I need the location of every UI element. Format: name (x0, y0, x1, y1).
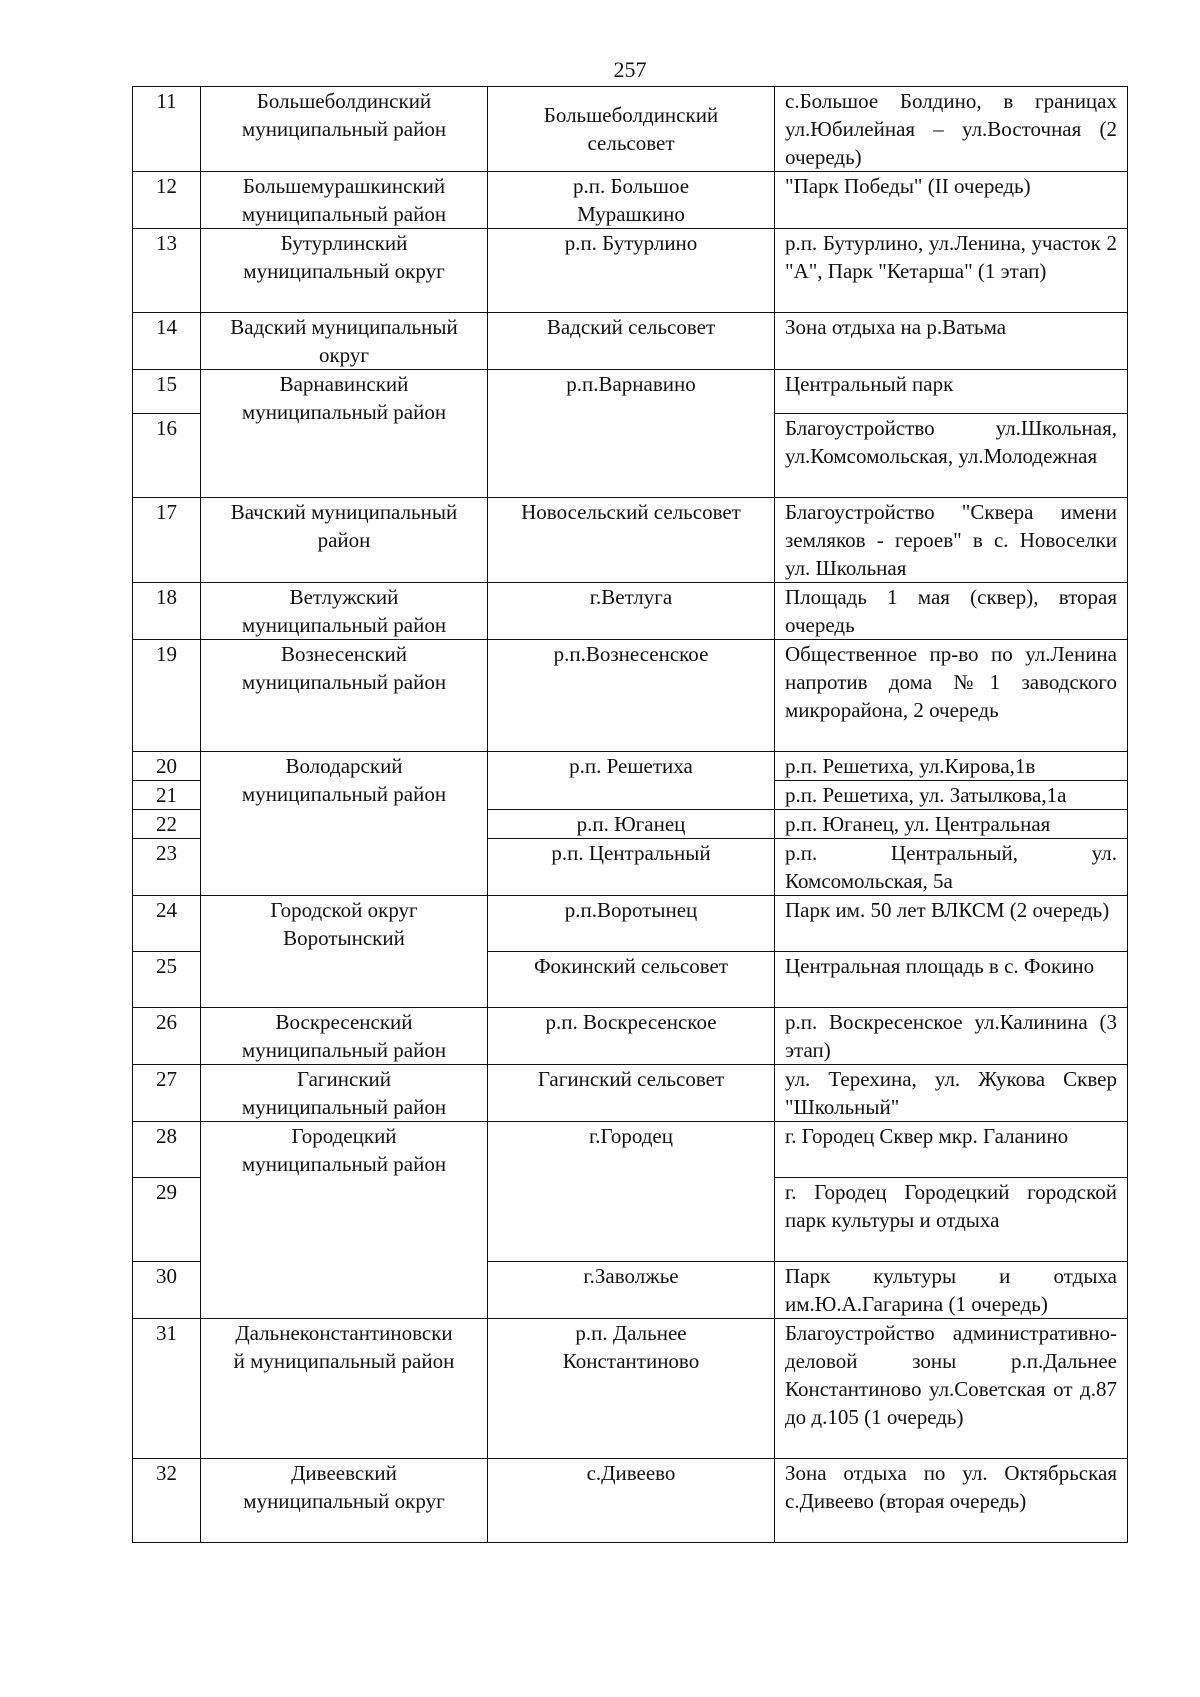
object-cell: Парк им. 50 лет ВЛКСМ (2 очередь) (775, 896, 1128, 952)
district-cell: Большемурашкинский муниципальный район (201, 172, 488, 229)
settlement-cell: Фокинский сельсовет (488, 952, 775, 1008)
district-cell: Вачский муниципальный район (201, 498, 488, 583)
row-number: 20 (133, 752, 201, 781)
row-number: 14 (133, 313, 201, 370)
table-row (133, 1008, 1128, 1065)
object-cell: "Парк Победы" (II очередь) (775, 172, 1128, 229)
district-cell: Бутурлинский муниципальный округ (201, 229, 488, 313)
settlement-cell: с.Дивеево (488, 1459, 775, 1543)
object-cell: ул. Терехина, ул. Жукова Сквер "Школьный" (775, 1065, 1128, 1122)
row-number: 29 (133, 1178, 201, 1262)
row-number: 21 (133, 781, 201, 810)
settlement-cell: Новосельский сельсовет (488, 498, 775, 583)
object-cell: Парк культуры и отдыха им.Ю.А.Гагарина (1 очередь) (775, 1262, 1128, 1319)
object-cell: р.п. Воскресенское ул.Калинина (3 этап) (775, 1008, 1128, 1065)
row-number: 26 (133, 1008, 201, 1065)
object-cell: Зона отдыха по ул. Октябрьская с.Дивеево (вторая очередь) (775, 1459, 1128, 1543)
settlement-cell: г.Ветлуга (488, 583, 775, 640)
row-number: 17 (133, 498, 201, 583)
row-number: 13 (133, 229, 201, 313)
projects-table (132, 86, 1128, 1543)
district-cell: Воскресенский муниципальный район (201, 1008, 488, 1065)
district-cell: Ветлужский муниципальный район (201, 583, 488, 640)
settlement-cell: Вадский сельсовет (488, 313, 775, 370)
row-number: 30 (133, 1262, 201, 1319)
settlement-cell: р.п. Бутурлино (488, 229, 775, 313)
district-cell: Варнавинский муниципальный район (201, 370, 488, 498)
settlement-cell: р.п. Решетиха (488, 752, 775, 810)
district-cell: Володарский муниципальный район (201, 752, 488, 896)
table-row (133, 1319, 1128, 1459)
district-cell: Большеболдинский муниципальный район (201, 87, 488, 172)
object-cell: с.Большое Болдино, в границах ул.Юбилейная – ул.Восточная (2 очередь) (775, 87, 1128, 172)
object-cell: Благоустройство ул.Школьная, ул.Комсомольская, ул.Молодежная (775, 414, 1128, 498)
object-cell: р.п. Решетиха, ул. Затылкова,1а (775, 781, 1128, 810)
object-cell: г. Городец Городецкий городской парк культуры и отдыха (775, 1178, 1128, 1262)
settlement-cell: р.п. Дальнее Константиново (488, 1319, 775, 1459)
object-cell: Зона отдыха на р.Ватьма (775, 313, 1128, 370)
row-number: 22 (133, 810, 201, 839)
row-number: 15 (133, 370, 201, 414)
settlement-cell: г.Заволжье (488, 1262, 775, 1319)
page-number: 257 (613, 57, 647, 82)
table-row (133, 313, 1128, 370)
object-cell: Площадь 1 мая (сквер), вторая очередь (775, 583, 1128, 640)
settlement-cell: р.п.Варнавино (488, 370, 775, 498)
settlement-cell: р.п. Воскресенское (488, 1008, 775, 1065)
object-cell: Благоустройство административно-деловой зоны р.п.Дальнее Константиново ул.Советская от д.87 до д.105 (1 очередь) (775, 1319, 1128, 1459)
table-row (133, 640, 1128, 752)
row-number: 12 (133, 172, 201, 229)
object-cell: р.п. Решетиха, ул.Кирова,1в (775, 752, 1128, 781)
row-number: 16 (133, 414, 201, 498)
row-number: 28 (133, 1122, 201, 1178)
table-row (133, 498, 1128, 583)
table-row (133, 1459, 1128, 1543)
settlement-cell: Гагинский сельсовет (488, 1065, 775, 1122)
row-number: 27 (133, 1065, 201, 1122)
row-number: 32 (133, 1459, 201, 1543)
settlement-cell: р.п. Юганец (488, 810, 775, 839)
settlement-cell: р.п.Воротынец (488, 896, 775, 952)
object-cell: р.п. Бутурлино, ул.Ленина, участок 2 "А", Парк "Кетарша" (1 этап) (775, 229, 1128, 313)
row-number: 25 (133, 952, 201, 1008)
object-cell: Центральный парк (775, 370, 1128, 414)
district-cell: Гагинский муниципальный район (201, 1065, 488, 1122)
object-cell: г. Городец Сквер мкр. Галанино (775, 1122, 1128, 1178)
table-row (133, 1122, 1128, 1178)
district-cell: Городской округ Воротынский (201, 896, 488, 1008)
row-number: 23 (133, 839, 201, 896)
object-cell: р.п. Юганец, ул. Центральная (775, 810, 1128, 839)
row-number: 24 (133, 896, 201, 952)
row-number: 19 (133, 640, 201, 752)
table-row (133, 87, 1128, 172)
table-row (133, 583, 1128, 640)
table-row (133, 1065, 1128, 1122)
object-cell: Центральная площадь в с. Фокино (775, 952, 1128, 1008)
row-number: 18 (133, 583, 201, 640)
table-row (133, 229, 1128, 313)
object-cell: р.п. Центральный, ул. Комсомольская, 5а (775, 839, 1128, 896)
settlement-cell: р.п. Большое Мурашкино (488, 172, 775, 229)
table-row (133, 370, 1128, 414)
table-row (133, 172, 1128, 229)
district-cell: Вадский муниципальный округ (201, 313, 488, 370)
settlement-cell: р.п. Центральный (488, 839, 775, 896)
district-cell: Городецкий муниципальный район (201, 1122, 488, 1319)
table-row (133, 752, 1128, 781)
table-row (133, 896, 1128, 952)
settlement-cell: Большеболдинский сельсовет (488, 87, 775, 172)
settlement-cell: р.п.Вознесенское (488, 640, 775, 752)
district-cell: Дальнеконстантиновски й муниципальный район (201, 1319, 488, 1459)
district-cell: Дивеевский муниципальный округ (201, 1459, 488, 1543)
object-cell: Общественное пр-во по ул.Ленина напротив дома №1 заводского микрорайона, 2 очередь (775, 640, 1128, 752)
settlement-cell: г.Городец (488, 1122, 775, 1262)
row-number: 11 (133, 87, 201, 172)
row-number: 31 (133, 1319, 201, 1459)
district-cell: Вознесенский муниципальный район (201, 640, 488, 752)
object-cell: Благоустройство "Сквера имени земляков - героев" в с. Новоселки ул. Школьная (775, 498, 1128, 583)
